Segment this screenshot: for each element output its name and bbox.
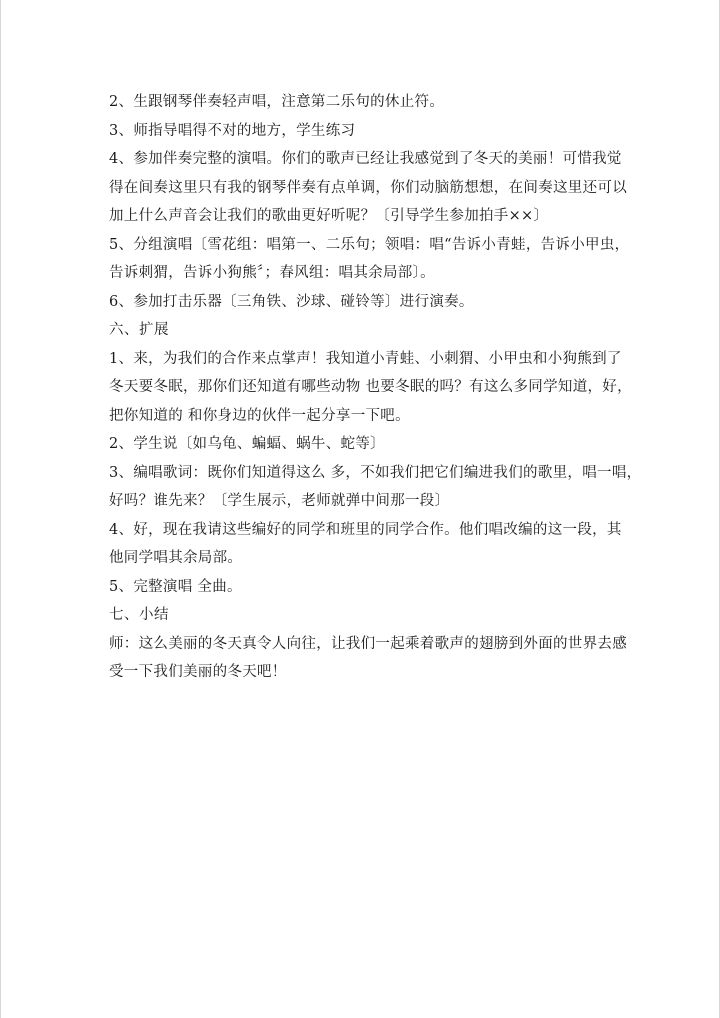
step-line: 5、完整演唱 全曲。 [109, 578, 242, 595]
step-line: 告诉刺猬，告诉小狗熊〞；春风组：唱其余局部〕。 [109, 265, 435, 281]
step-line: 师：这么美丽的冬天真令人向往，让我们一起乘着歌声的翅膀到外面的世界去感 [109, 635, 627, 652]
step-line: 他同学唱其余局部。 [109, 550, 243, 566]
step-line: 2、生跟钢琴伴奏轻声唱，注意第二乐句的休止符。 [109, 94, 445, 110]
step-line: 2、学生说〔如乌龟、蝙蝠、蜗牛、蛇等〕 [109, 436, 385, 452]
step-line: 4、好，现在我请这些编好的同学和班里的同学合作。他们唱改编的这一段，其 [109, 521, 622, 538]
step-line: 3、师指导唱得不对的地方，学生练习 [109, 122, 356, 139]
step-line: 6、参加打击乐器〔三角铁、沙球、碰铃等〕进行演奏。 [109, 293, 474, 310]
step-line: 1、来，为我们的合作来点掌声！我知道小青蛙、小刺猬、小甲虫和小狗熊到了 [109, 350, 622, 367]
step-line: 得在间奏这里只有我的钢琴伴奏有点单调，你们动脑筋想想，在间奏这里还可以 [109, 179, 627, 196]
step-line: 把你知道的 和你身边的伙伴一起分享一下吧。 [109, 407, 410, 424]
step-line: 好吗？谁先来？〔学生展示，老师就弹中间那一段〕 [109, 493, 450, 509]
section-heading: 七、小结 [109, 607, 169, 623]
step-line: 4、参加伴奏完整的演唱。你们的歌声已经让我感觉到了冬天的美丽！可惜我觉 [109, 151, 622, 167]
step-line: 冬天要冬眠，那你们还知道有哪些动物 也要冬眠的吗？有这么多同学知道，好， [109, 379, 632, 395]
section-heading: 六、扩展 [109, 322, 169, 338]
document-body [109, 88, 642, 687]
step-line: 加上什么声音会让我们的歌曲更好听呢？〔引导学生参加拍手××〕 [109, 208, 549, 224]
step-line: 受一下我们美丽的冬天吧！ [109, 664, 287, 680]
step-line: 3、编唱歌词：既你们知道得这么 多，不如我们把它们编进我们的歌里，唱一唱， [109, 464, 642, 481]
step-line: 5、分组演唱〔雪花组：唱第一、二乐句；领唱：唱“告诉小青蛙，告诉小甲虫， [109, 236, 630, 253]
